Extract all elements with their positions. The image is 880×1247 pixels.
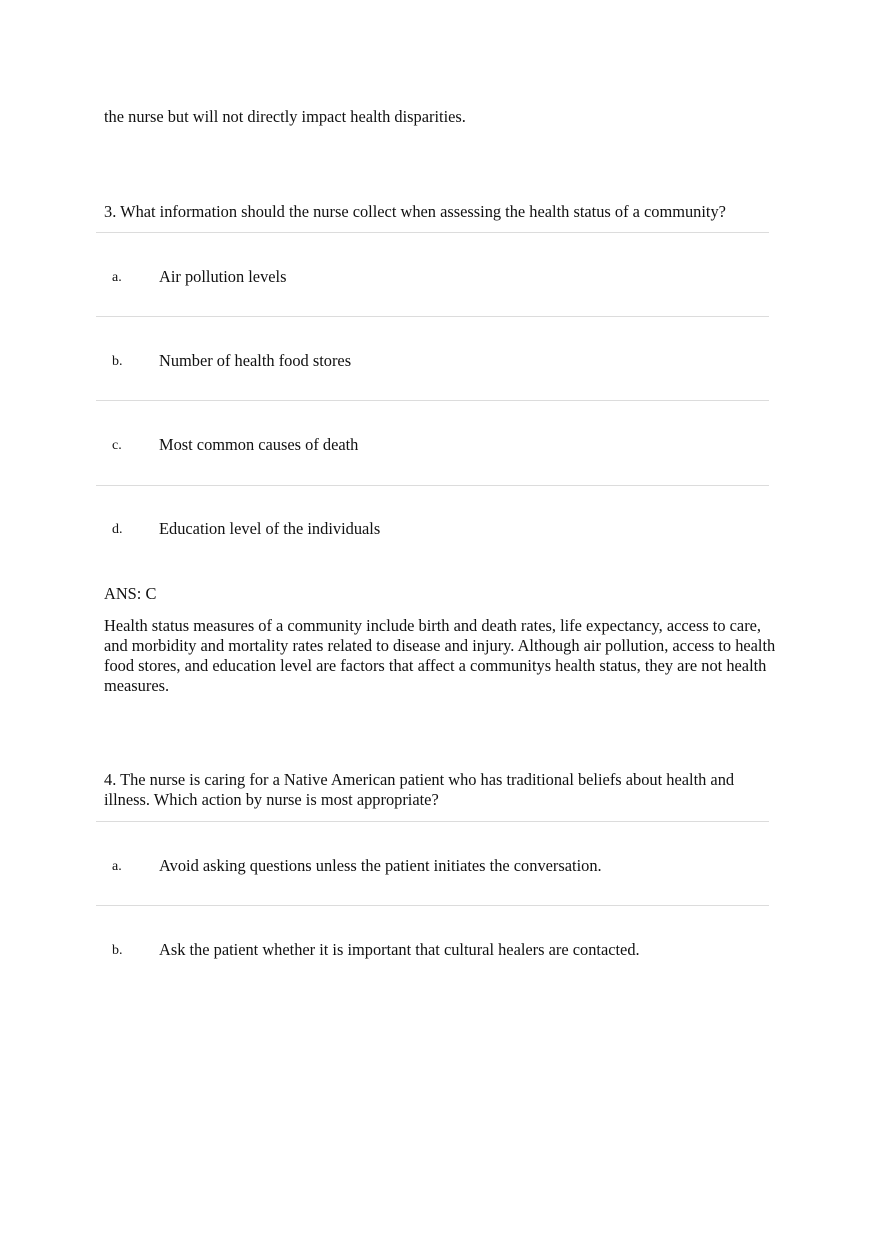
divider xyxy=(96,485,769,486)
option-letter: d. xyxy=(112,522,123,537)
option-letter: a. xyxy=(112,859,122,874)
continuation-text: the nurse but will not directly impact health disparities. xyxy=(104,107,466,126)
divider xyxy=(96,905,769,906)
divider xyxy=(96,400,769,401)
option-letter: b. xyxy=(112,354,123,369)
question-3-prompt: 3. What information should the nurse collect when assessing the health status of a community? xyxy=(104,202,726,221)
question-3-answer: ANS: C xyxy=(104,584,157,603)
option-text: Ask the patient whether it is important that cultural healers are contacted. xyxy=(159,940,640,959)
question-4-prompt: 4. The nurse is caring for a Native American patient who has traditional beliefs about health and illness. Which action by nurse is most appropriate? xyxy=(104,770,735,809)
divider xyxy=(96,821,769,822)
option-letter: b. xyxy=(112,943,123,958)
option-text: Most common causes of death xyxy=(159,435,359,454)
option-text: Avoid asking questions unless the patient initiates the conversation. xyxy=(159,856,602,875)
question-3-rationale: Health status measures of a community include birth and death rates, life expectancy, access to care, and morbidity and mortality rates related to disease and injury. Although air pollution, access to health food stores, and education level are factors that affect a communitys health status, they are not health measures. xyxy=(104,616,776,695)
divider xyxy=(96,316,769,317)
option-text: Education level of the individuals xyxy=(159,519,381,538)
option-letter: c. xyxy=(112,438,122,453)
option-text: Air pollution levels xyxy=(159,267,287,286)
divider xyxy=(96,232,769,233)
option-letter: a. xyxy=(112,270,122,285)
option-text: Number of health food stores xyxy=(159,351,352,370)
